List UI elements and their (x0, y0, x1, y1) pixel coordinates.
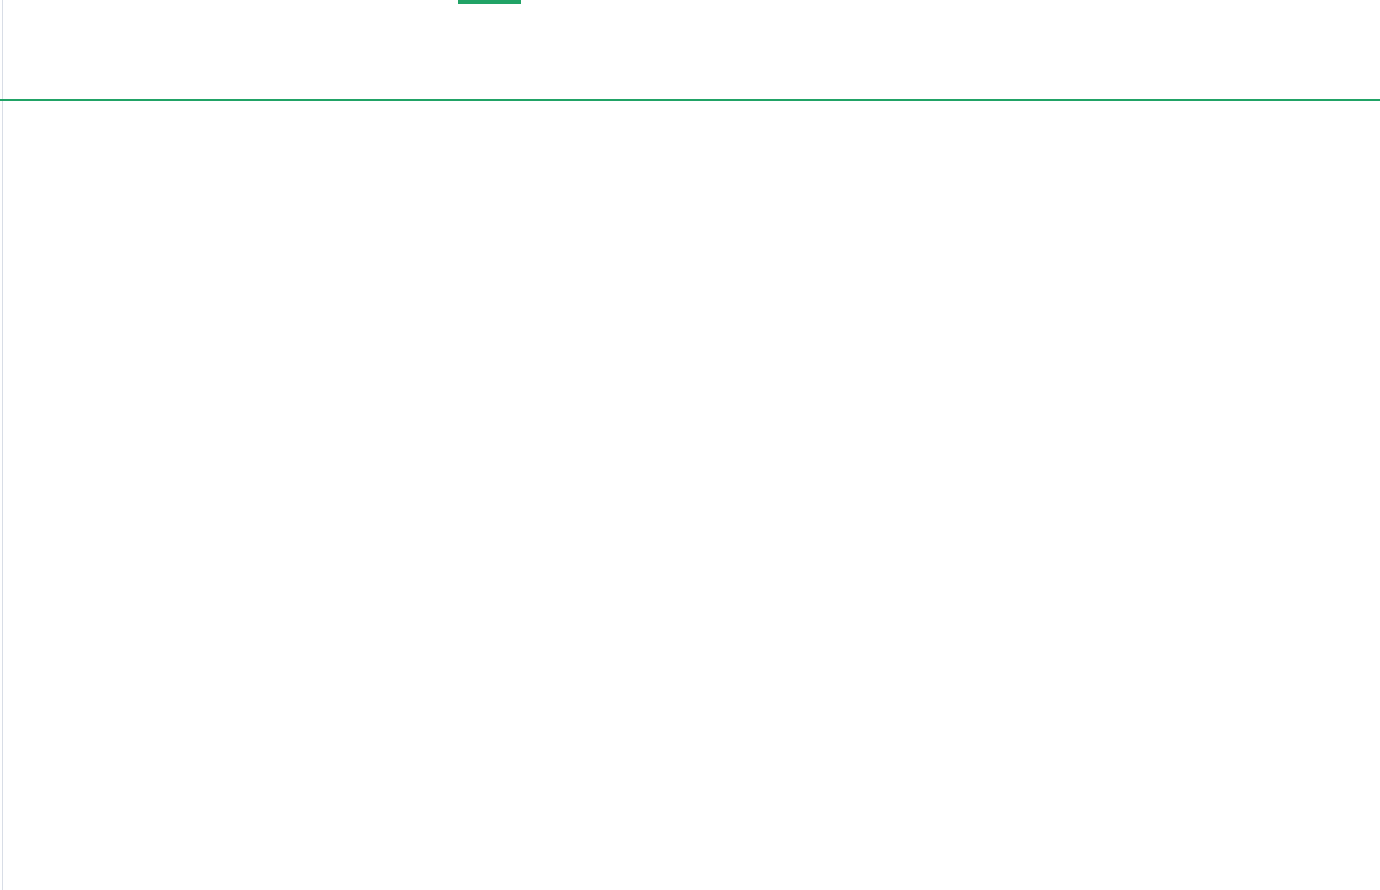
selection-indicator (458, 0, 521, 4)
page-title (8, 5, 1378, 48)
sheet-gridline-left (2, 0, 3, 890)
freeze-pane-line (0, 99, 1380, 101)
